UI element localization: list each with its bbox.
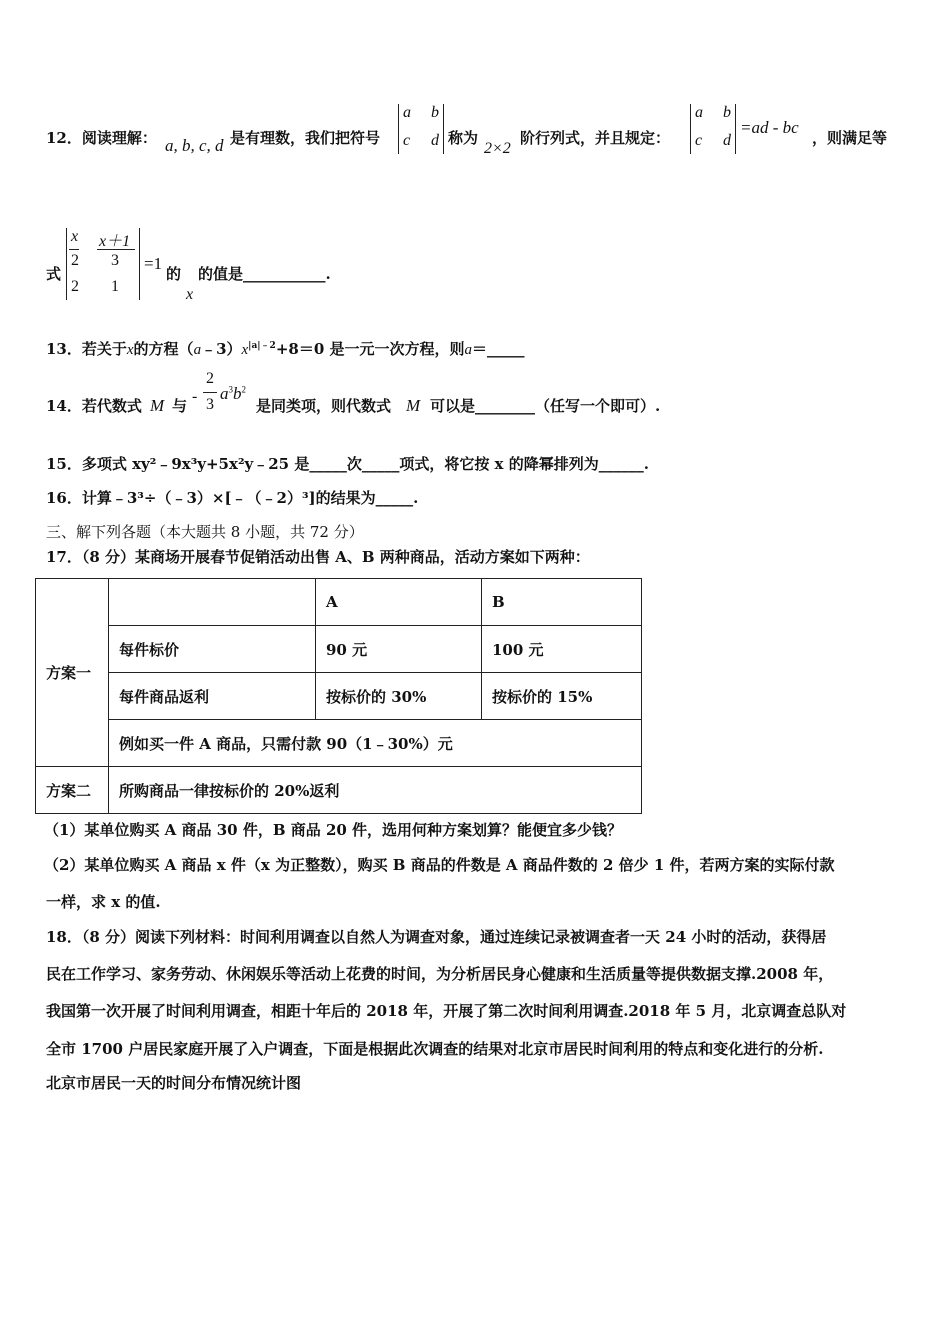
m32: 1 (111, 278, 119, 295)
q12-rule: =ad - bc (740, 118, 799, 137)
cell-r1-a: 90 元 (316, 626, 482, 673)
q18-line4: 全市 1700 户居民家庭开展了入户调查，下面是根据此次调查的结果对北京市居民时间利用的特点和变化进行的分析. (46, 1040, 824, 1058)
det-a: a (403, 104, 411, 121)
rule-c: c (695, 132, 703, 149)
q12-symbol-determinant (398, 104, 444, 154)
cell-header-b: B (482, 579, 642, 626)
det-d: d (431, 132, 439, 149)
cell-r2-label: 每件商品返利 (109, 673, 316, 720)
q17-intro: 17．（8 分）某商场开展春节促销活动出售 A、B 两种商品，活动方案如下两种： (46, 548, 590, 566)
q12-text2: 称为 (448, 129, 479, 147)
q12-eq: =1 (144, 254, 163, 273)
q17-part2a: （2）某单位购买 A 商品 x 件（x 为正整数），购买 B 商品的件数是 A 商品件数的 2 倍少 1 件，若两方案的实际付款 (44, 856, 835, 874)
q12-text1: 是有理数，我们把符号 (230, 129, 381, 147)
cell-r1-label: 每件标价 (109, 626, 316, 673)
q15: 15．多项式 xy²﹣9x³y+5x²y﹣25 是_____次_____项式，将它按 x 的降幂排列为______. (46, 455, 649, 473)
q12-text6: 的 (166, 265, 182, 283)
cell-r1-b: 100 元 (482, 626, 642, 673)
m31: 2 (71, 278, 79, 295)
q18-line2: 民在工作学习、家务劳动、休闲娱乐等活动上花费的时间，为分析居民身心健康和生活质量等提供数据支撑.2008 年， (46, 965, 834, 983)
rule-a: a (695, 104, 703, 121)
q12-xvar: x (186, 286, 194, 303)
q16: 16．计算﹣3³÷（﹣3）×[﹣（﹣2）³]的结果为_____. (46, 489, 419, 507)
q18-line5: 北京市居民一天的时间分布情况统计图 (46, 1074, 302, 1092)
rule-b: b (723, 104, 731, 121)
det-c: c (403, 132, 411, 149)
q12-text7: 的值是___________. (198, 265, 331, 283)
q12-order: 2×2 (484, 140, 511, 157)
cell-header-empty (109, 579, 316, 626)
cell-r3-example: 例如买一件 A 商品，只需付款 90（1﹣30%）元 (109, 720, 642, 767)
cell-header-a: A (316, 579, 482, 626)
cell-plan2-desc: 所购商品一律按标价的 20%返利 (109, 767, 642, 814)
q12-vars: a, b, c, d (165, 136, 224, 155)
q12-prefix: 12．阅读理解： (46, 129, 157, 147)
cell-r2-a: 按标价的 30% (316, 673, 482, 720)
q12-rule-determinant (690, 104, 736, 154)
section-heading: 三、解下列各题（本大题共 8 小题，共 72 分） (46, 523, 364, 541)
m11: x (71, 228, 79, 245)
cell-r2-b: 按标价的 15% (482, 673, 642, 720)
q17-part2b: 一样，求 x 的值. (46, 893, 161, 911)
q13: 13．若关于x的方程$(a﹣3)x^{|a|﹣2}+8=0$ 是一元一次方程，则a＝_____ (46, 340, 525, 358)
promotion-table (35, 578, 642, 814)
q18-line1: 18．（8 分）阅读下列材料：时间利用调查以自然人为调查对象，通过连续记录被调查者一天 24 小时的活动，获得居 (46, 928, 827, 946)
cell-plan2: 方案二 (36, 767, 109, 814)
m12: x＋1 (99, 233, 131, 250)
q12-text4: ，则满足等 (812, 129, 888, 147)
m21: 2 (71, 252, 79, 269)
q18-line3: 我国第一次开展了时间利用调查，相距十年后的 2018 年，开展了第二次时间利用调查.2018 年 5 月，北京调查总队对 (46, 1002, 847, 1020)
q12-text3: 阶行列式，并且规定： (520, 129, 671, 147)
q12-text5: 式 (46, 265, 62, 283)
m22: 3 (111, 252, 119, 269)
cell-plan1: 方案一 (36, 579, 109, 767)
q17-part1: （1）某单位购买 A 商品 30 件，B 商品 20 件，选用何种方案划算？能便宜多少钱？ (44, 821, 623, 839)
det-b: b (431, 104, 439, 121)
rule-d: d (723, 132, 731, 149)
q12-equation-determinant (66, 228, 140, 300)
